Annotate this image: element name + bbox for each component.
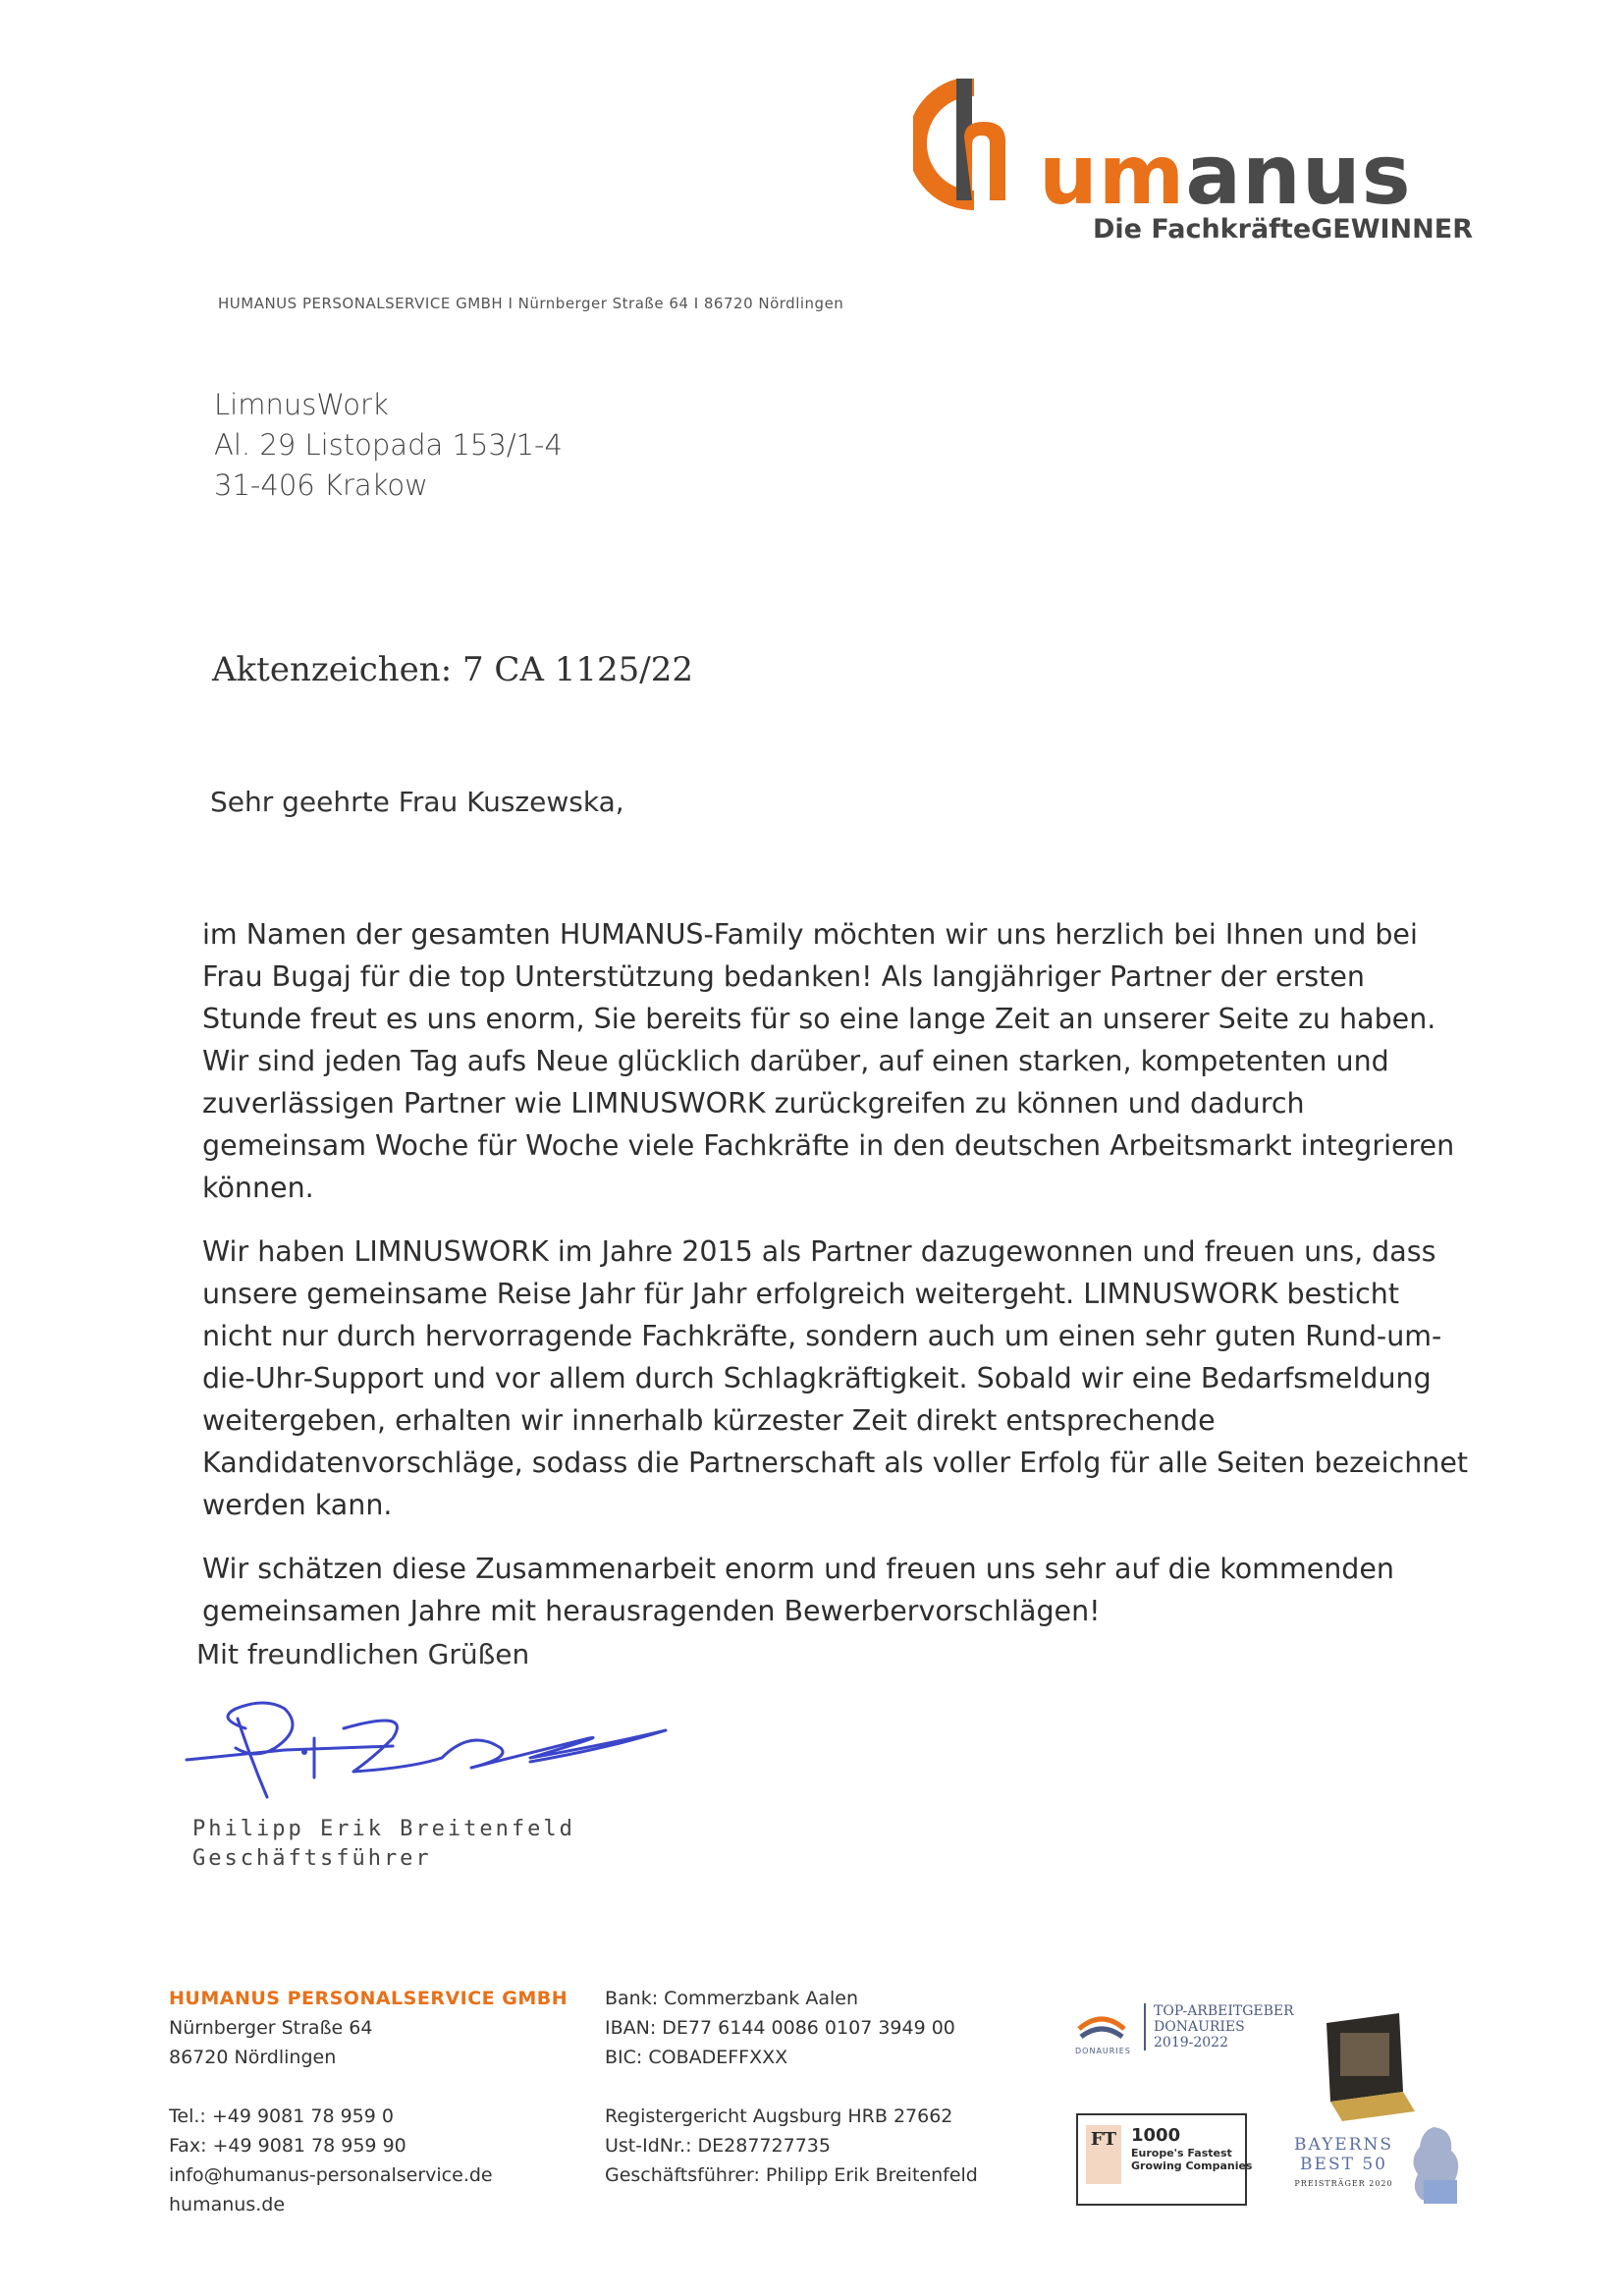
bayerns-best-text bbox=[1294, 2135, 1393, 2194]
closing: Mit freundlichen Grüßen bbox=[196, 1638, 530, 1670]
ft-1000-text bbox=[1131, 2125, 1252, 2172]
signer-block bbox=[192, 1815, 575, 1874]
footer-city: 86720 Nördlingen bbox=[169, 2047, 337, 2068]
handwritten-signature bbox=[177, 1689, 687, 1821]
footer-company-name: HUMANUS PERSONALSERVICE GMBH bbox=[169, 1988, 568, 2009]
paragraph-2: Wir haben LIMNUSWORK im Jahre 2015 als Partner dazugewonnen und freuen uns, dass unsere gemeinsame Reise Jahr für Jahr erfolgreich weitergeht. LIMNUSWORK besticht nicht nur durch hervorragende Fachkräfte, sondern auch um einen sehr guten Rund-um-die-Uhr-Support und vor allem durch Schlagkräftigkeit. Sobald wir eine Bedarfsmeldung weitergeben, erhalten wir innerhalb kürzester Zeit direkt entsprechende Kandidatenvorschläge, sodass die Partnerschaft als voller Erfolg für alle Seiten bezeichnet werden kann. bbox=[202, 1235, 1469, 1521]
logo-tagline: Die FachkräfteGEWINNER bbox=[1092, 214, 1473, 245]
paragraph-3: Wir schätzen diese Zusammenarbeit enorm und freuen uns sehr auf die kommenden gemeinsamen Jahre mit herausragenden Bewerbervorschlägen! bbox=[202, 1553, 1394, 1627]
top-arbeitgeber-badge bbox=[1075, 2003, 1294, 2062]
wachstums-champion-badge bbox=[1321, 2013, 1419, 2121]
recipient-address bbox=[214, 385, 563, 506]
ft-line-1: Europe's Fastest bbox=[1131, 2147, 1232, 2159]
ft-number: 1000 bbox=[1131, 2125, 1181, 2146]
signer-name: Philipp Erik Breitenfeld bbox=[192, 1817, 575, 1841]
footer-website: humanus.de bbox=[169, 2194, 286, 2215]
footer-register: Registergericht Augsburg HRB 27662 bbox=[605, 2105, 953, 2127]
donauries-small-label: DONAURIES bbox=[1075, 2047, 1131, 2055]
footer-bank-info bbox=[605, 1984, 978, 2190]
logo-wordmark: umanus bbox=[1039, 127, 1412, 223]
humanus-logo bbox=[913, 79, 1473, 246]
recipient-street: Al. 29 Listopada 153/1-4 bbox=[214, 428, 563, 462]
footer-bic: BIC: COBADEFFXXX bbox=[605, 2047, 788, 2068]
logo-h-mark-icon bbox=[913, 79, 1041, 216]
salutation: Sehr geehrte Frau Kuszewska, bbox=[210, 786, 624, 818]
footer-fax: Fax: +49 9081 78 959 90 bbox=[169, 2135, 406, 2157]
footer-company-info bbox=[169, 1984, 568, 2219]
bavarian-lion-icon bbox=[1404, 2121, 1469, 2210]
footer-street: Nürnberger Straße 64 bbox=[169, 2017, 373, 2039]
bayern-line-3: PREISTRÄGER 2020 bbox=[1294, 2179, 1393, 2188]
bayerns-best-50-badge bbox=[1286, 2121, 1473, 2210]
top-arbeitgeber-text bbox=[1144, 2003, 1294, 2050]
footer-ceo: Geschäftsführer: Philipp Erik Breitenfeld bbox=[605, 2164, 978, 2186]
reference-number: Aktenzeichen: 7 CA 1125/22 bbox=[212, 650, 694, 689]
wachstums-champion-award-icon bbox=[1321, 2013, 1419, 2121]
ft-logo: FT bbox=[1086, 2125, 1121, 2184]
footer-iban: IBAN: DE77 6144 0086 0107 3949 00 bbox=[605, 2017, 955, 2039]
badge-line-2: DONAURIES bbox=[1154, 2019, 1245, 2035]
badge-line-3: 2019-2022 bbox=[1154, 2035, 1228, 2050]
signer-role: Geschäftsführer bbox=[192, 1846, 432, 1871]
footer-bank: Bank: Commerzbank Aalen bbox=[605, 1988, 858, 2009]
ft-line-2: Growing Companies bbox=[1131, 2159, 1253, 2172]
footer-email: info@humanus-personalservice.de bbox=[169, 2164, 493, 2186]
recipient-city: 31-406 Krakow bbox=[214, 468, 428, 502]
ft-1000-badge bbox=[1076, 2113, 1253, 2206]
bayern-line-2: BEST 50 bbox=[1300, 2155, 1387, 2174]
donauries-swirl-icon bbox=[1075, 2007, 1128, 2050]
paragraph-1: im Namen der gesamten HUMANUS-Family möchten wir uns herzlich bei Ihnen und bei Frau Bugaj für die top Unterstützung bedanken! Als langjähriger Partner der ersten Stunde freut es uns enorm, Sie bereits für so eine lange Zeit an unserer Seite zu haben. Wir sind jeden Tag aufs Neue glücklich darüber, auf einen starken, kompetenten und zuverlässigen Partner wie LIMNUSWORK zurückgreifen zu können und dadurch gemeinsam Woche für Woche viele Fachkräfte in den deutschen Arbeitsmarkt integrieren können. bbox=[202, 918, 1455, 1204]
footer-ust: Ust-IdNr.: DE287727735 bbox=[605, 2135, 831, 2157]
bayern-line-1: BAYERNS bbox=[1294, 2135, 1394, 2155]
sender-return-address: HUMANUS PERSONALSERVICE GMBH I Nürnberger Straße 64 I 86720 Nördlingen bbox=[218, 295, 844, 312]
recipient-name: LimnusWork bbox=[214, 388, 389, 421]
footer-phone: Tel.: +49 9081 78 959 0 bbox=[169, 2105, 394, 2127]
letter-body bbox=[202, 913, 1469, 1654]
badge-line-1: TOP-ARBEITGEBER bbox=[1154, 2003, 1294, 2019]
